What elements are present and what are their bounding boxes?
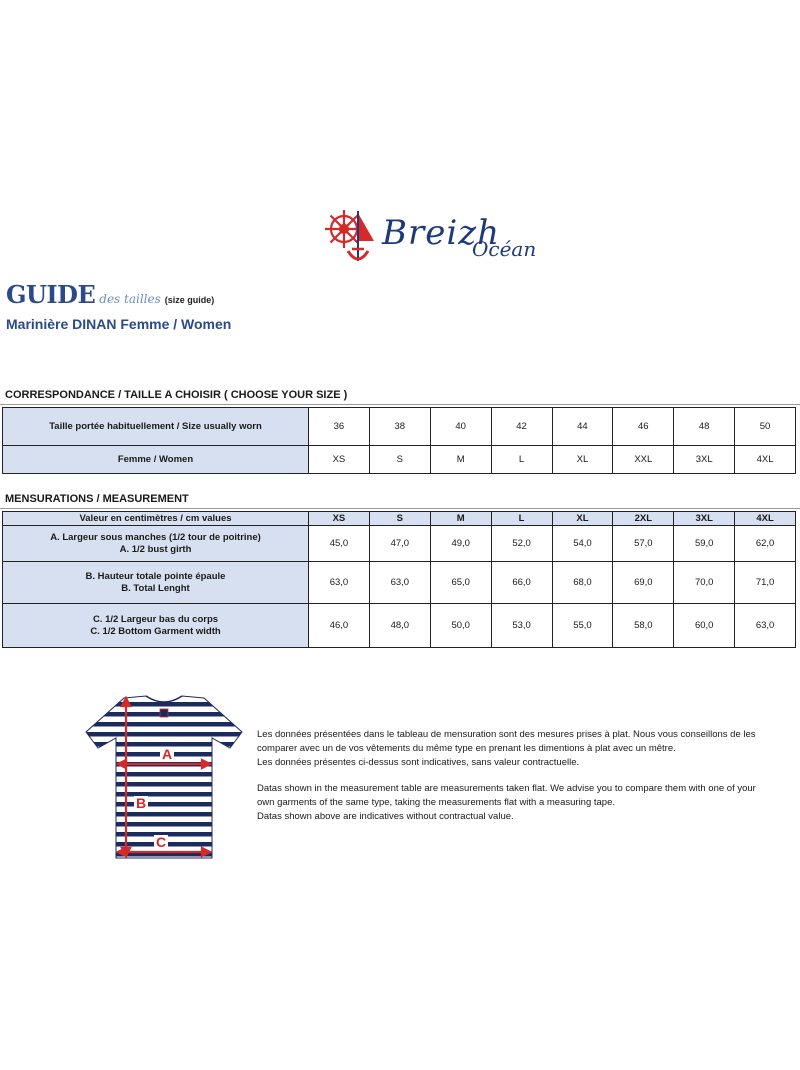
- table-row: [3, 408, 796, 446]
- table-cell: 49,0: [430, 526, 491, 562]
- table-cell: 36: [309, 408, 370, 446]
- brand-logo: [322, 205, 562, 271]
- table-cell: XL: [552, 446, 613, 474]
- table-cell: 44: [552, 408, 613, 446]
- size-header: 3XL: [674, 512, 735, 526]
- table-cell: 50,0: [430, 604, 491, 648]
- row-label: [3, 562, 309, 604]
- table-row: [3, 526, 796, 562]
- size-header: XL: [552, 512, 613, 526]
- header-label: Valeur en centimètres / cm values: [3, 512, 309, 526]
- table-cell: 66,0: [491, 562, 552, 604]
- note-fr-1: Les données présentées dans le tableau de mensuration sont des mesures prises à plat. Nous vous conseillons de les comparer avec un de vos vêtements du même type en prenant les dimentions à plat avec un mêtre.: [257, 729, 756, 754]
- table-cell: 63,0: [309, 562, 370, 604]
- table-cell: 45,0: [309, 526, 370, 562]
- diagram-label-a: A: [161, 746, 173, 762]
- measurement-table: [2, 511, 796, 648]
- guide-subtitle-en: (size guide): [164, 295, 215, 305]
- table-cell: 69,0: [613, 562, 674, 604]
- row-label-fr: B. Hauteur totale pointe épaule: [85, 570, 226, 582]
- guide-heading: [6, 280, 214, 309]
- row-label-en: B. Total Lenght: [121, 582, 190, 594]
- table-cell: 48: [674, 408, 735, 446]
- shirt-measurement-diagram: [84, 692, 244, 862]
- table-cell: 50: [735, 408, 796, 446]
- table-cell: 63,0: [369, 562, 430, 604]
- row-label-en: C. 1/2 Bottom Garment width: [90, 625, 221, 637]
- row-label-en: A. 1/2 bust girth: [119, 543, 192, 555]
- product-title: Marinière DINAN Femme / Women: [6, 316, 232, 332]
- table-cell: 55,0: [552, 604, 613, 648]
- table-cell: 53,0: [491, 604, 552, 648]
- table-cell: 57,0: [613, 526, 674, 562]
- size-header: 4XL: [735, 512, 796, 526]
- note-fr-2: Les données présentes ci-dessus sont indicatives, sans valeur contractuelle.: [257, 756, 580, 768]
- size-header: S: [369, 512, 430, 526]
- table-cell: 46,0: [309, 604, 370, 648]
- row-label-fr: A. Largeur sous manches (1/2 tour de poitrine): [50, 531, 261, 543]
- note-en-2: Datas shown above are indicatives without contractual value.: [257, 810, 514, 822]
- guide-title: GUIDE: [6, 280, 96, 309]
- table-cell: 54,0: [552, 526, 613, 562]
- table-cell: XS: [309, 446, 370, 474]
- brand-name-sub: Océan: [472, 237, 537, 261]
- table-cell: S: [369, 446, 430, 474]
- table-row: [3, 604, 796, 648]
- table-cell: XXL: [613, 446, 674, 474]
- table-cell: 38: [369, 408, 430, 446]
- table-cell: 4XL: [735, 446, 796, 474]
- table-cell: 42: [491, 408, 552, 446]
- table-cell: 65,0: [430, 562, 491, 604]
- row-label: Taille portée habituellement / Size usually worn: [3, 408, 309, 446]
- table-cell: 68,0: [552, 562, 613, 604]
- diagram-label-b: B: [135, 795, 147, 811]
- table-cell: 60,0: [674, 604, 735, 648]
- table-cell: 48,0: [369, 604, 430, 648]
- table-row: [3, 562, 796, 604]
- note-en-1: Datas shown in the measurement table are measurements taken flat. We advise you to compare them with one of your own garments of the same type, taking the measurements flat with a measuring tape.: [257, 783, 756, 809]
- guide-subtitle: des tailles: [99, 292, 161, 306]
- row-label-fr: C. 1/2 Largeur bas du corps: [92, 613, 219, 625]
- correspondance-title: CORRESPONDANCE / TAILLE A CHOISIR ( CHOOSE YOUR SIZE ): [5, 389, 348, 401]
- table-cell: 70,0: [674, 562, 735, 604]
- table-cell: L: [491, 446, 552, 474]
- size-header: 2XL: [613, 512, 674, 526]
- section-divider: [0, 404, 800, 405]
- table-cell: 62,0: [735, 526, 796, 562]
- table-cell: 63,0: [735, 604, 796, 648]
- table-cell: 40: [430, 408, 491, 446]
- table-cell: 71,0: [735, 562, 796, 604]
- table-cell: 59,0: [674, 526, 735, 562]
- measurement-notes: [257, 728, 757, 824]
- size-correspondance-table: [2, 407, 796, 474]
- diagram-label-c: C: [155, 834, 167, 850]
- row-label: [3, 526, 309, 562]
- table-row: [3, 446, 796, 474]
- size-header: M: [430, 512, 491, 526]
- table-cell: 58,0: [613, 604, 674, 648]
- table-cell: M: [430, 446, 491, 474]
- row-label: [3, 604, 309, 648]
- size-header: XS: [309, 512, 370, 526]
- table-cell: 52,0: [491, 526, 552, 562]
- table-cell: 47,0: [369, 526, 430, 562]
- table-header-row: [3, 512, 796, 526]
- ship-wheel-anchor-icon: [322, 205, 382, 271]
- table-cell: 3XL: [674, 446, 735, 474]
- brand-name: Breizh: [382, 213, 501, 253]
- section-divider: [0, 508, 800, 509]
- row-label: Femme / Women: [3, 446, 309, 474]
- size-header: L: [491, 512, 552, 526]
- measurement-title: MENSURATIONS / MEASUREMENT: [5, 493, 189, 505]
- table-cell: 46: [613, 408, 674, 446]
